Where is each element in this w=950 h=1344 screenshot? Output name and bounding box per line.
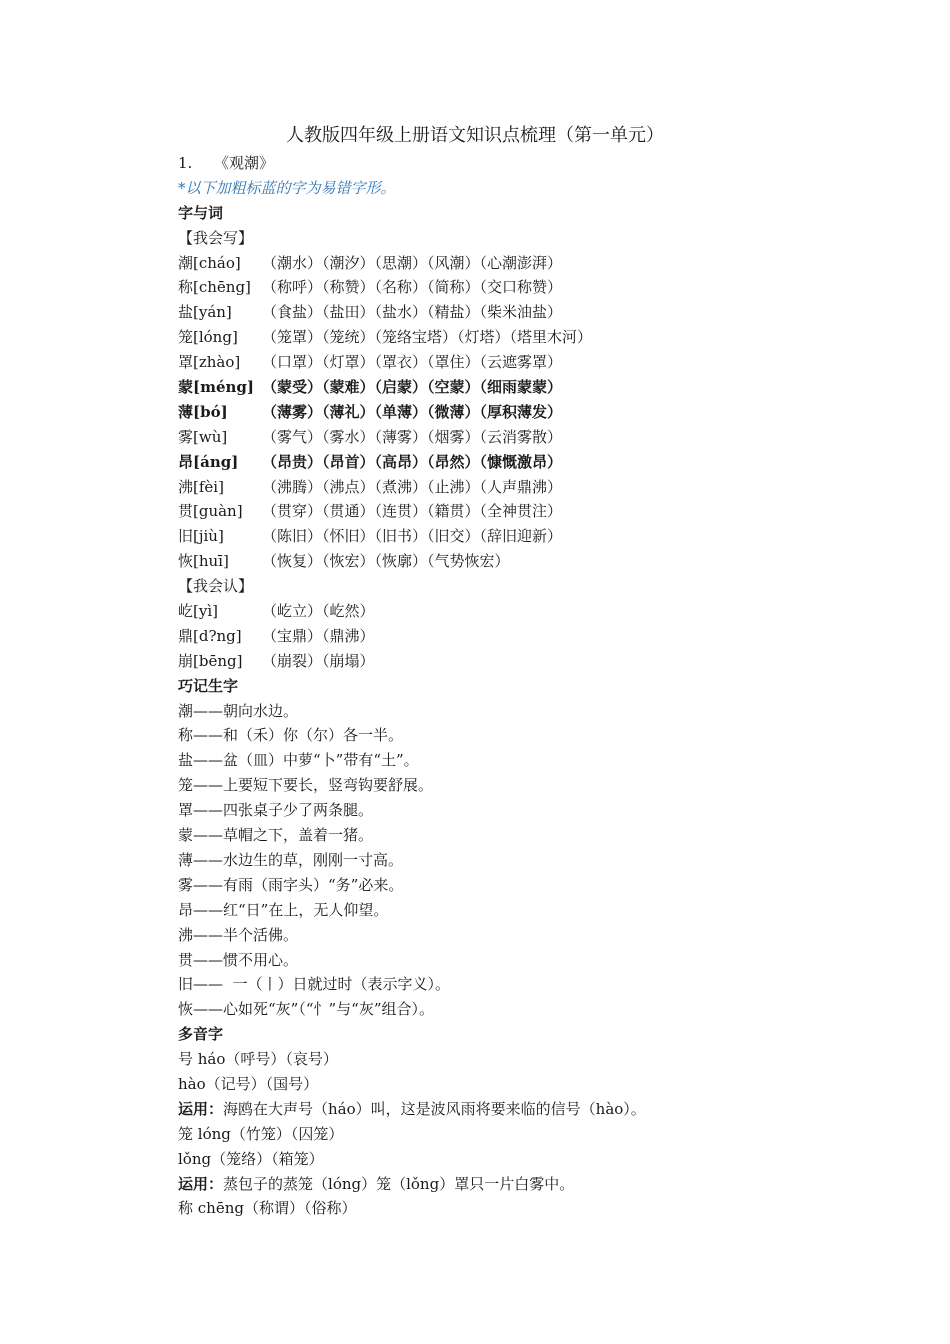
recognize-list (178, 599, 918, 674)
write-words: （口罩）（灯罩）（罩衣）（罩住）（云遮雾罩） (262, 353, 563, 372)
lesson-heading (178, 151, 918, 176)
memory-item: 蒙——草帽之下，盖着一猪。 (178, 826, 374, 845)
write-char: 潮[cháo] (178, 253, 241, 272)
memory-item: 薄——水边生的草，刚刚一寸高。 (178, 850, 404, 869)
recognize-char: 鼎[d?ng] (178, 626, 242, 645)
polyphone-line (178, 1122, 918, 1147)
memory-item: 昂——红“日”在上，无人仰望。 (178, 900, 389, 919)
memory-item: 罩——四张桌子少了两条腿。 (178, 801, 374, 820)
memory-item: 贯——惯不用心。 (178, 950, 299, 969)
usage-label: 运用： (178, 1174, 224, 1193)
write-char: 盐[yán] (178, 303, 232, 322)
write-entry (178, 325, 918, 350)
write-words: （食盐）（盐田）（盐水）（精盐）（柴米油盐） (262, 303, 563, 322)
write-char: 沸[fèi] (178, 477, 224, 496)
memory-item: 恢——心如死“灰”（“忄”与“灰”组合）。 (178, 1000, 435, 1019)
write-words: （昂贵）（昂首）（高昂）（昂然）（慷慨激昂） (262, 452, 563, 471)
write-entry (178, 300, 918, 325)
write-words: （薄雾）（薄礼）（单薄）（微薄）（厚积薄发） (262, 402, 563, 421)
write-words: （恢复）（恢宏）（恢廓）（气势恢宏） (262, 552, 510, 571)
write-char: 罩[zhào] (178, 353, 241, 372)
write-char: 称[chēng] (178, 278, 251, 297)
polyphone-line (178, 1196, 918, 1221)
recognize-words: （崩裂）（崩塌） (262, 651, 375, 670)
memory-item: 旧—— 一（丨）日就过时（表示字义）。 (178, 975, 451, 994)
polyphone-line (178, 1172, 918, 1197)
write-entry (178, 251, 918, 276)
memory-list (178, 699, 918, 1023)
recognize-entry (178, 624, 918, 649)
write-char: 恢[huī] (178, 552, 229, 571)
write-char: 笼[lóng] (178, 328, 238, 347)
write-entry (178, 475, 918, 500)
memory-item: 称——和（禾）你（尔）各一半。 (178, 726, 404, 745)
lesson-number: 1. (178, 154, 193, 172)
document-title: 人教版四年级上册语文知识点梳理（第一单元） (286, 125, 664, 146)
section-heading-words: 字与词 (178, 203, 224, 222)
recognize-char: 屹[yì] (178, 602, 218, 621)
recognize-entry (178, 599, 918, 624)
polyphone-text: 称 chēng（称谓）（俗称） (178, 1199, 357, 1218)
subsection-heading-write: 【我会写】 (178, 228, 254, 247)
polyphone-text: 号 háo（呼号）（哀号） (178, 1050, 338, 1069)
write-entry (178, 400, 918, 425)
write-entry (178, 350, 918, 375)
write-words: （称呼）（称赞）（名称）（简称）（交口称赞） (262, 278, 563, 297)
write-char: 雾[wù] (178, 427, 228, 446)
write-words: （陈旧）（怀旧）（旧书）（旧交）（辞旧迎新） (262, 527, 563, 546)
write-entry (178, 275, 918, 300)
polyphone-text: 笼 lóng（竹笼）（囚笼） (178, 1124, 344, 1143)
write-words: （贯穿）（贯通）（连贯）（籍贯）（全神贯注） (262, 502, 563, 521)
write-entry (178, 425, 918, 450)
write-words: （雾气）（雾水）（薄雾）（烟雾）（云消雾散） (262, 427, 563, 446)
polyphone-line (178, 1072, 918, 1097)
polyphone-line (178, 1047, 918, 1072)
recognize-entry (178, 649, 918, 674)
write-char: 薄[bó] (178, 402, 228, 421)
polyphone-text: 蒸包子的蒸笼（lóng）笼（lǒng）罩只一片白雾中。 (223, 1174, 575, 1193)
polyphone-list (178, 1047, 918, 1221)
recognize-words: （屹立）（屹然） (262, 602, 375, 621)
write-entry (178, 450, 918, 475)
polyphone-text: hào（记号）（国号） (178, 1074, 319, 1093)
write-entry (178, 549, 918, 574)
write-char: 昂[áng] (178, 452, 239, 471)
polyphone-text: lǒng（笼络）（箱笼） (178, 1149, 324, 1168)
write-entry (178, 524, 918, 549)
polyphone-text: 海鸥在大声号（háo）叫，这是波风雨将要来临的信号（hào）。 (223, 1099, 646, 1118)
usage-label: 运用： (178, 1099, 224, 1118)
memory-item: 盐——盆（皿）中萝“卜”带有“土”。 (178, 751, 419, 770)
polyphone-line (178, 1097, 918, 1122)
subsection-heading-recognize: 【我会认】 (178, 577, 254, 596)
section-heading-memory: 巧记生字 (178, 676, 239, 695)
memory-item: 潮——朝向水边。 (178, 701, 299, 720)
write-words: （沸腾）（沸点）（煮沸）（止沸）（人声鼎沸） (262, 477, 563, 496)
memory-item: 笼——上要短下要长，竖弯钩要舒展。 (178, 776, 434, 795)
memory-item: 沸——半个活佛。 (178, 925, 299, 944)
write-entry (178, 375, 918, 400)
write-entry (178, 499, 918, 524)
write-char: 贯[guàn] (178, 502, 243, 521)
write-words: （笼罩）（笼统）（笼络宝塔）（灯塔）（塔里木河） (262, 328, 593, 347)
write-char: 旧[jiù] (178, 527, 224, 546)
document-content (178, 151, 918, 1221)
recognize-words: （宝鼎）（鼎沸） (262, 626, 375, 645)
write-words: （蒙受）（蒙难）（启蒙）（空蒙）（细雨蒙蒙） (262, 378, 563, 397)
lesson-name: 《观潮》 (214, 154, 275, 172)
write-list (178, 251, 918, 575)
write-words: （潮水）（潮汐）（思潮）（风潮）（心潮澎湃） (262, 253, 563, 272)
memory-item: 雾——有雨（雨字头）“务”必来。 (178, 875, 404, 894)
section-heading-polyphone: 多音字 (178, 1025, 224, 1044)
polyphone-line (178, 1147, 918, 1172)
write-char: 蒙[méng] (178, 378, 255, 397)
recognize-char: 崩[bēng] (178, 651, 243, 670)
note-line: *以下加粗标蓝的字为易错字形。 (178, 178, 396, 197)
